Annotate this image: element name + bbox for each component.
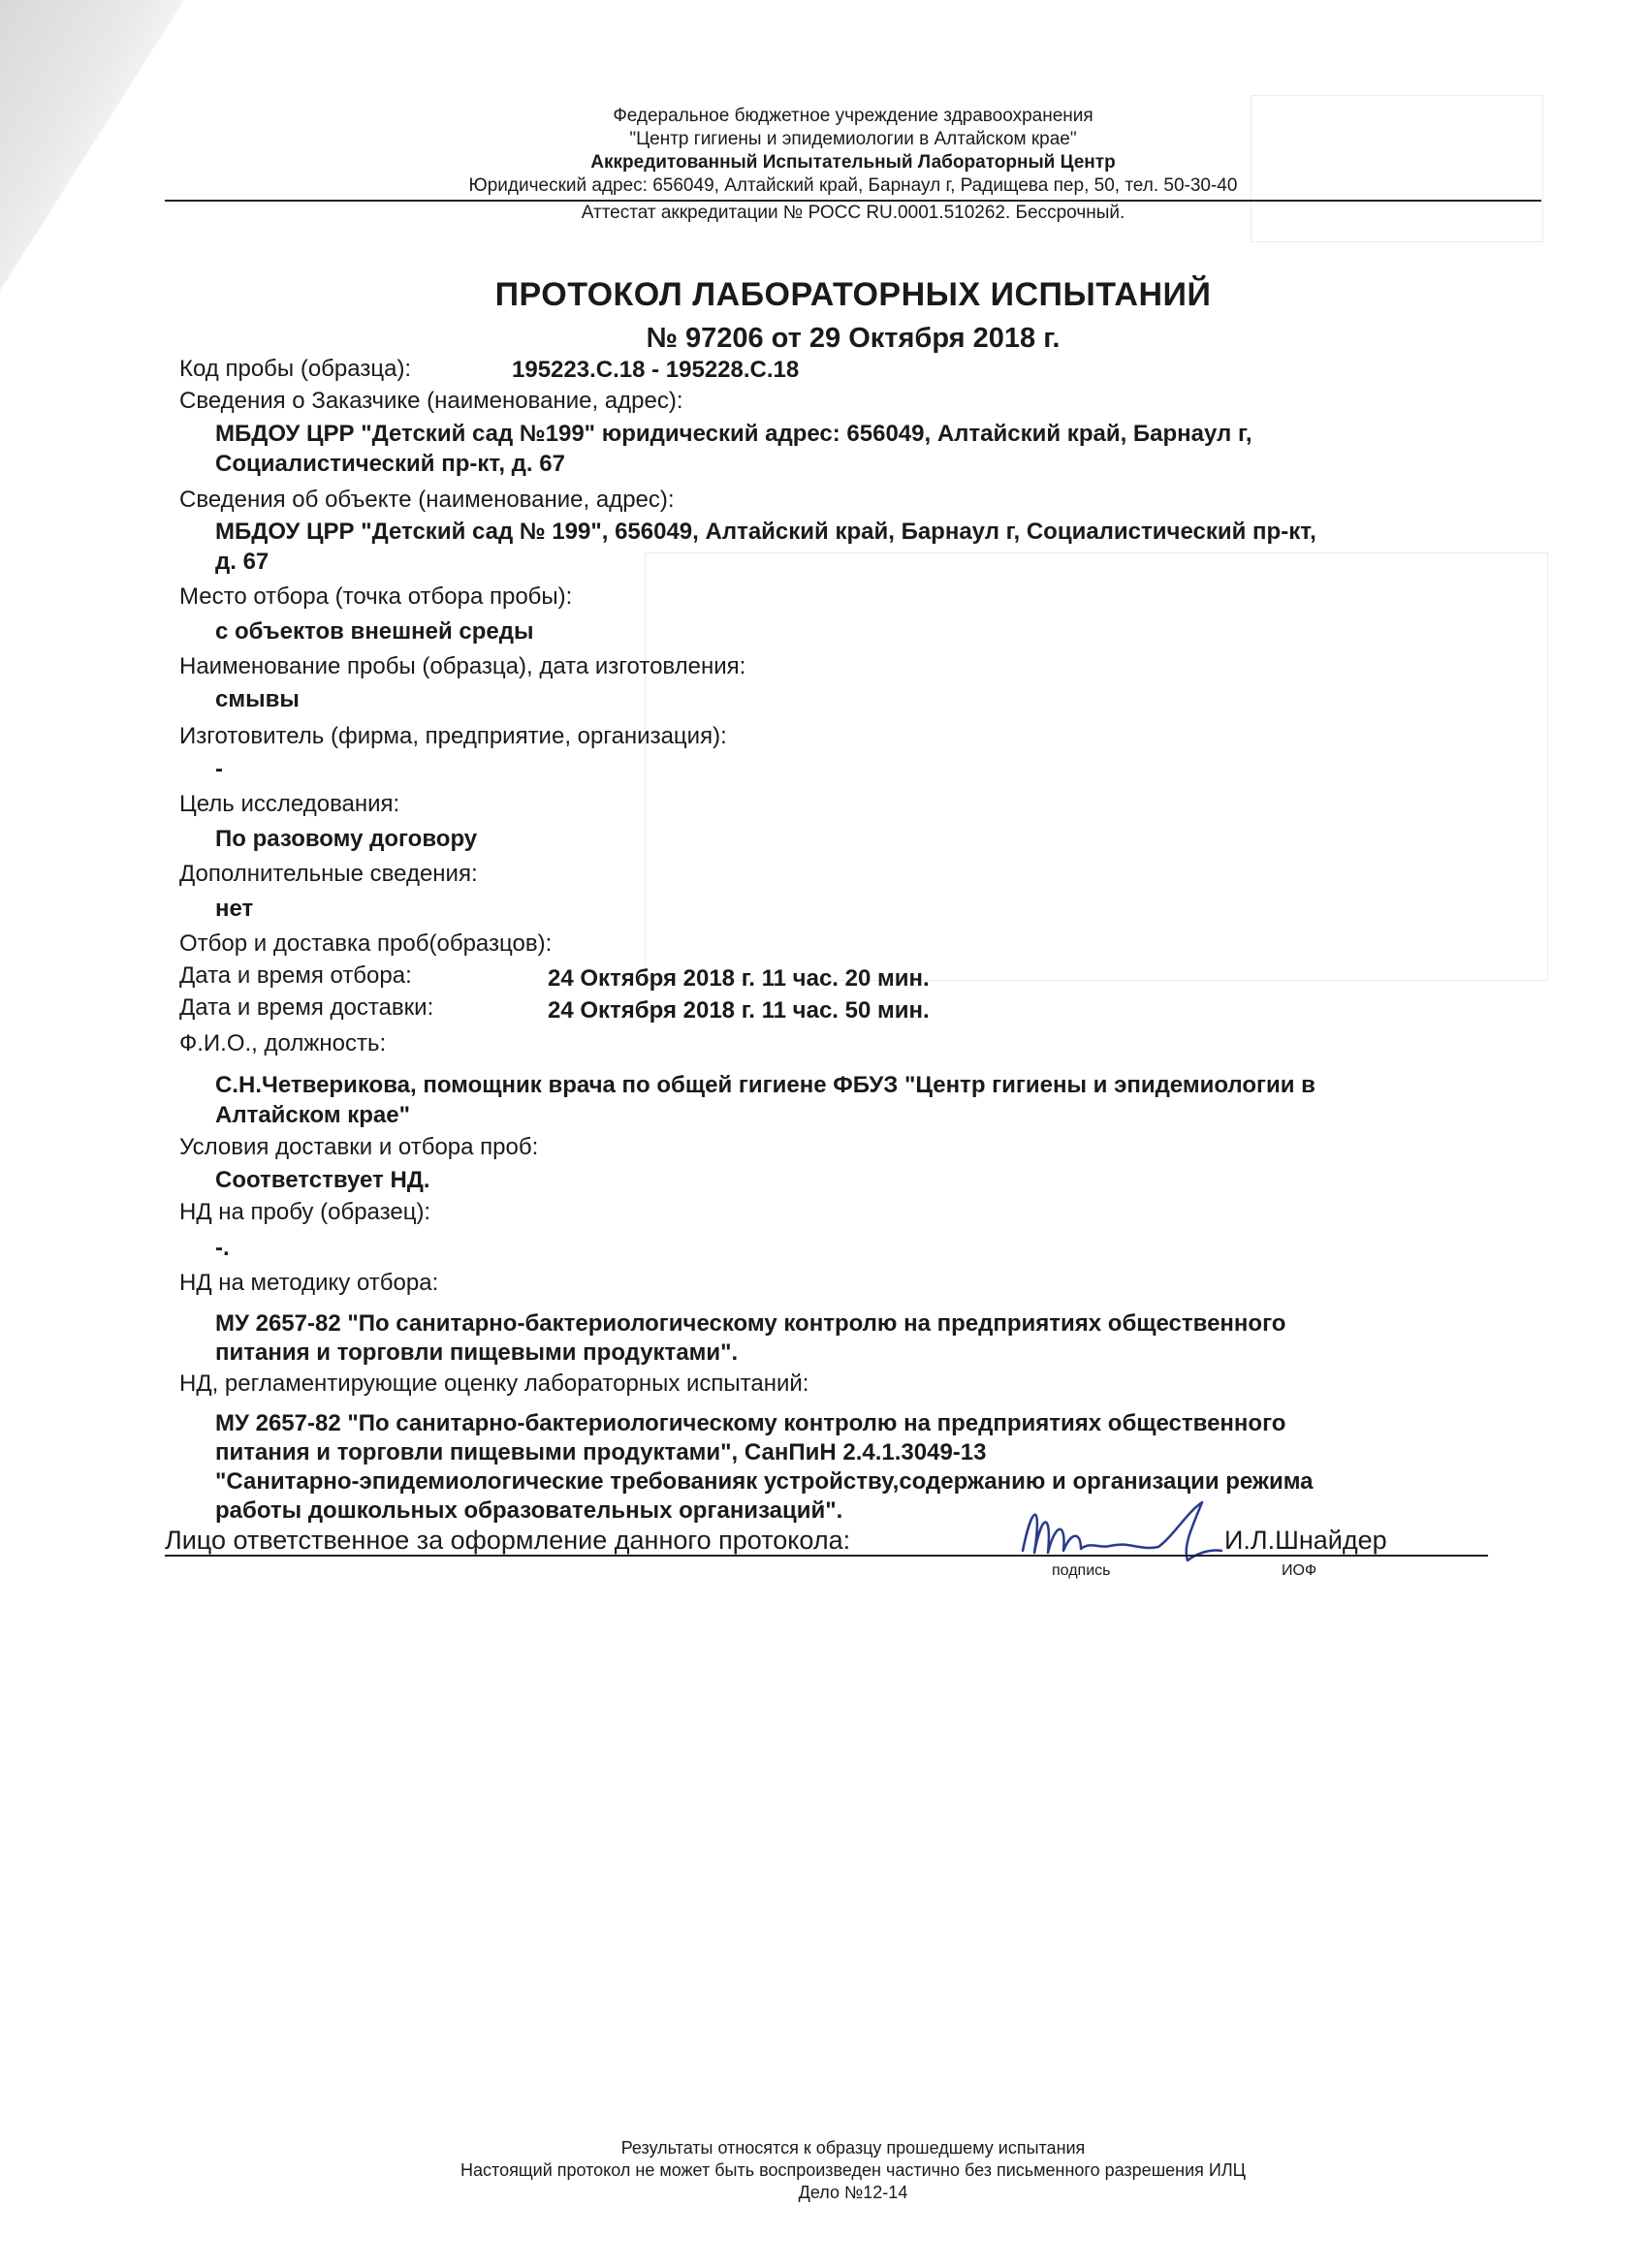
customer-value-line1: МБДОУ ЦРР "Детский сад №199" юридический адрес: 656049, Алтайский край, Барнаул г, (215, 421, 1252, 447)
protocol-number: № 97206 от 29 Октября 2018 г. (646, 323, 1061, 354)
legal-address: Юридический адрес: 656049, Алтайский край, Барнаул г, Радищева пер, 50, тел. 50-30-40 (165, 174, 1541, 202)
purpose-label: Цель исследования: (179, 791, 400, 817)
delivery-date-value: 24 Октября 2018 г. 11 час. 50 мин. (548, 997, 930, 1024)
conditions-value: Соответствует НД. (215, 1167, 430, 1193)
lab-center-name: Аккредитованный Испытательный Лабораторный Центр (590, 152, 1116, 173)
object-label: Сведения об объекте (наименование, адрес): (179, 487, 675, 513)
sample-name-value: смывы (215, 686, 300, 712)
name-caption: ИОФ (1282, 1562, 1317, 1579)
place-value: с объектов внешней среды (215, 618, 534, 645)
manufacturer-value: - (215, 756, 223, 782)
customer-value-line2: Социалистический пр-кт, д. 67 (215, 451, 565, 477)
delivery-date-label: Дата и время доставки: (179, 994, 434, 1021)
document-footer (165, 2137, 1541, 2204)
bleed-through-table (645, 552, 1548, 981)
nd-method-label: НД на методику отбора: (179, 1270, 439, 1296)
footer-line1: Результаты относятся к образцу прошедшему испытания (620, 2138, 1086, 2158)
customer-label: Сведения о Заказчике (наименование, адрес): (179, 388, 683, 414)
nd-eval-value-line3: "Санитарно-эпидемиологические требованияк устройству,содержанию и организации режима (215, 1468, 1314, 1495)
signature-line (165, 1555, 1488, 1557)
conditions-label: Условия доставки и отбора проб: (179, 1134, 539, 1160)
manufacturer-label: Изготовитель (фирма, предприятие, организация): (179, 723, 727, 749)
extra-label: Дополнительные сведения: (179, 861, 478, 887)
nd-eval-value-line2: питания и торговли пищевыми продуктами", СанПиН 2.4.1.3049-13 (215, 1439, 987, 1465)
nd-sample-label: НД на пробу (образец): (179, 1199, 431, 1225)
person-value-line1: С.Н.Четверикова, помощник врача по общей гигиене ФБУЗ "Центр гигиены и эпидемиологии в (215, 1072, 1315, 1098)
org-name: "Центр гигиены и эпидемиологии в Алтайском крае" (629, 129, 1077, 149)
extra-value: нет (215, 896, 254, 922)
sampling-label: Отбор и доставка проб(образцов): (179, 930, 553, 957)
accreditation: Аттестат аккредитации № РОСС RU.0001.510262. Бессрочный. (581, 203, 1125, 223)
org-type: Федеральное бюджетное учреждение здравоохранения (613, 106, 1093, 126)
nd-eval-value-line1: МУ 2657-82 "По санитарно-бактериологическому контролю на предприятиях общественного (215, 1410, 1286, 1436)
place-label: Место отбора (точка отбора пробы): (179, 583, 573, 610)
responsible-person-label: Лицо ответственное за оформление данного протокола: (165, 1526, 851, 1555)
person-value-line2: Алтайском крае" (215, 1102, 410, 1128)
nd-sample-value: -. (215, 1235, 230, 1261)
nd-eval-value-line4: работы дошкольных образовательных организаций". (215, 1497, 843, 1524)
handwritten-signature (1013, 1493, 1226, 1580)
org-header (165, 105, 1541, 225)
nd-eval-label: НД, регламентирующие оценку лабораторных испытаний: (179, 1370, 809, 1397)
signature-caption: подпись (1052, 1562, 1111, 1579)
sample-code-value: 195223.С.18 - 195228.С.18 (512, 357, 800, 383)
sampling-date-value: 24 Октября 2018 г. 11 час. 20 мин. (548, 965, 930, 992)
footer-line2: Настоящий протокол не может быть воспроизведен частично без письменного разрешения ИЛЦ (460, 2160, 1246, 2180)
nd-method-value-line2: питания и торговли пищевыми продуктами". (215, 1339, 739, 1366)
person-label: Ф.И.О., должность: (179, 1030, 387, 1056)
scan-shadow (0, 0, 184, 291)
footer-case-number: Дело №12-14 (798, 2183, 908, 2202)
responsible-person-name: И.Л.Шнайдер (1224, 1526, 1387, 1555)
sample-code-label: Код пробы (образца): (179, 356, 412, 382)
document-title: ПРОТОКОЛ ЛАБОРАТОРНЫХ ИСПЫТАНИЙ (494, 276, 1212, 313)
object-value-line2: д. 67 (215, 549, 269, 575)
nd-method-value-line1: МУ 2657-82 "По санитарно-бактериологическому контролю на предприятиях общественного (215, 1310, 1286, 1337)
sample-name-label: Наименование пробы (образца), дата изготовления: (179, 653, 746, 679)
sampling-date-label: Дата и время отбора: (179, 962, 412, 989)
object-value-line1: МБДОУ ЦРР "Детский сад № 199", 656049, Алтайский край, Барнаул г, Социалистический пр-кт, (215, 519, 1316, 545)
purpose-value: По разовому договору (215, 826, 478, 852)
